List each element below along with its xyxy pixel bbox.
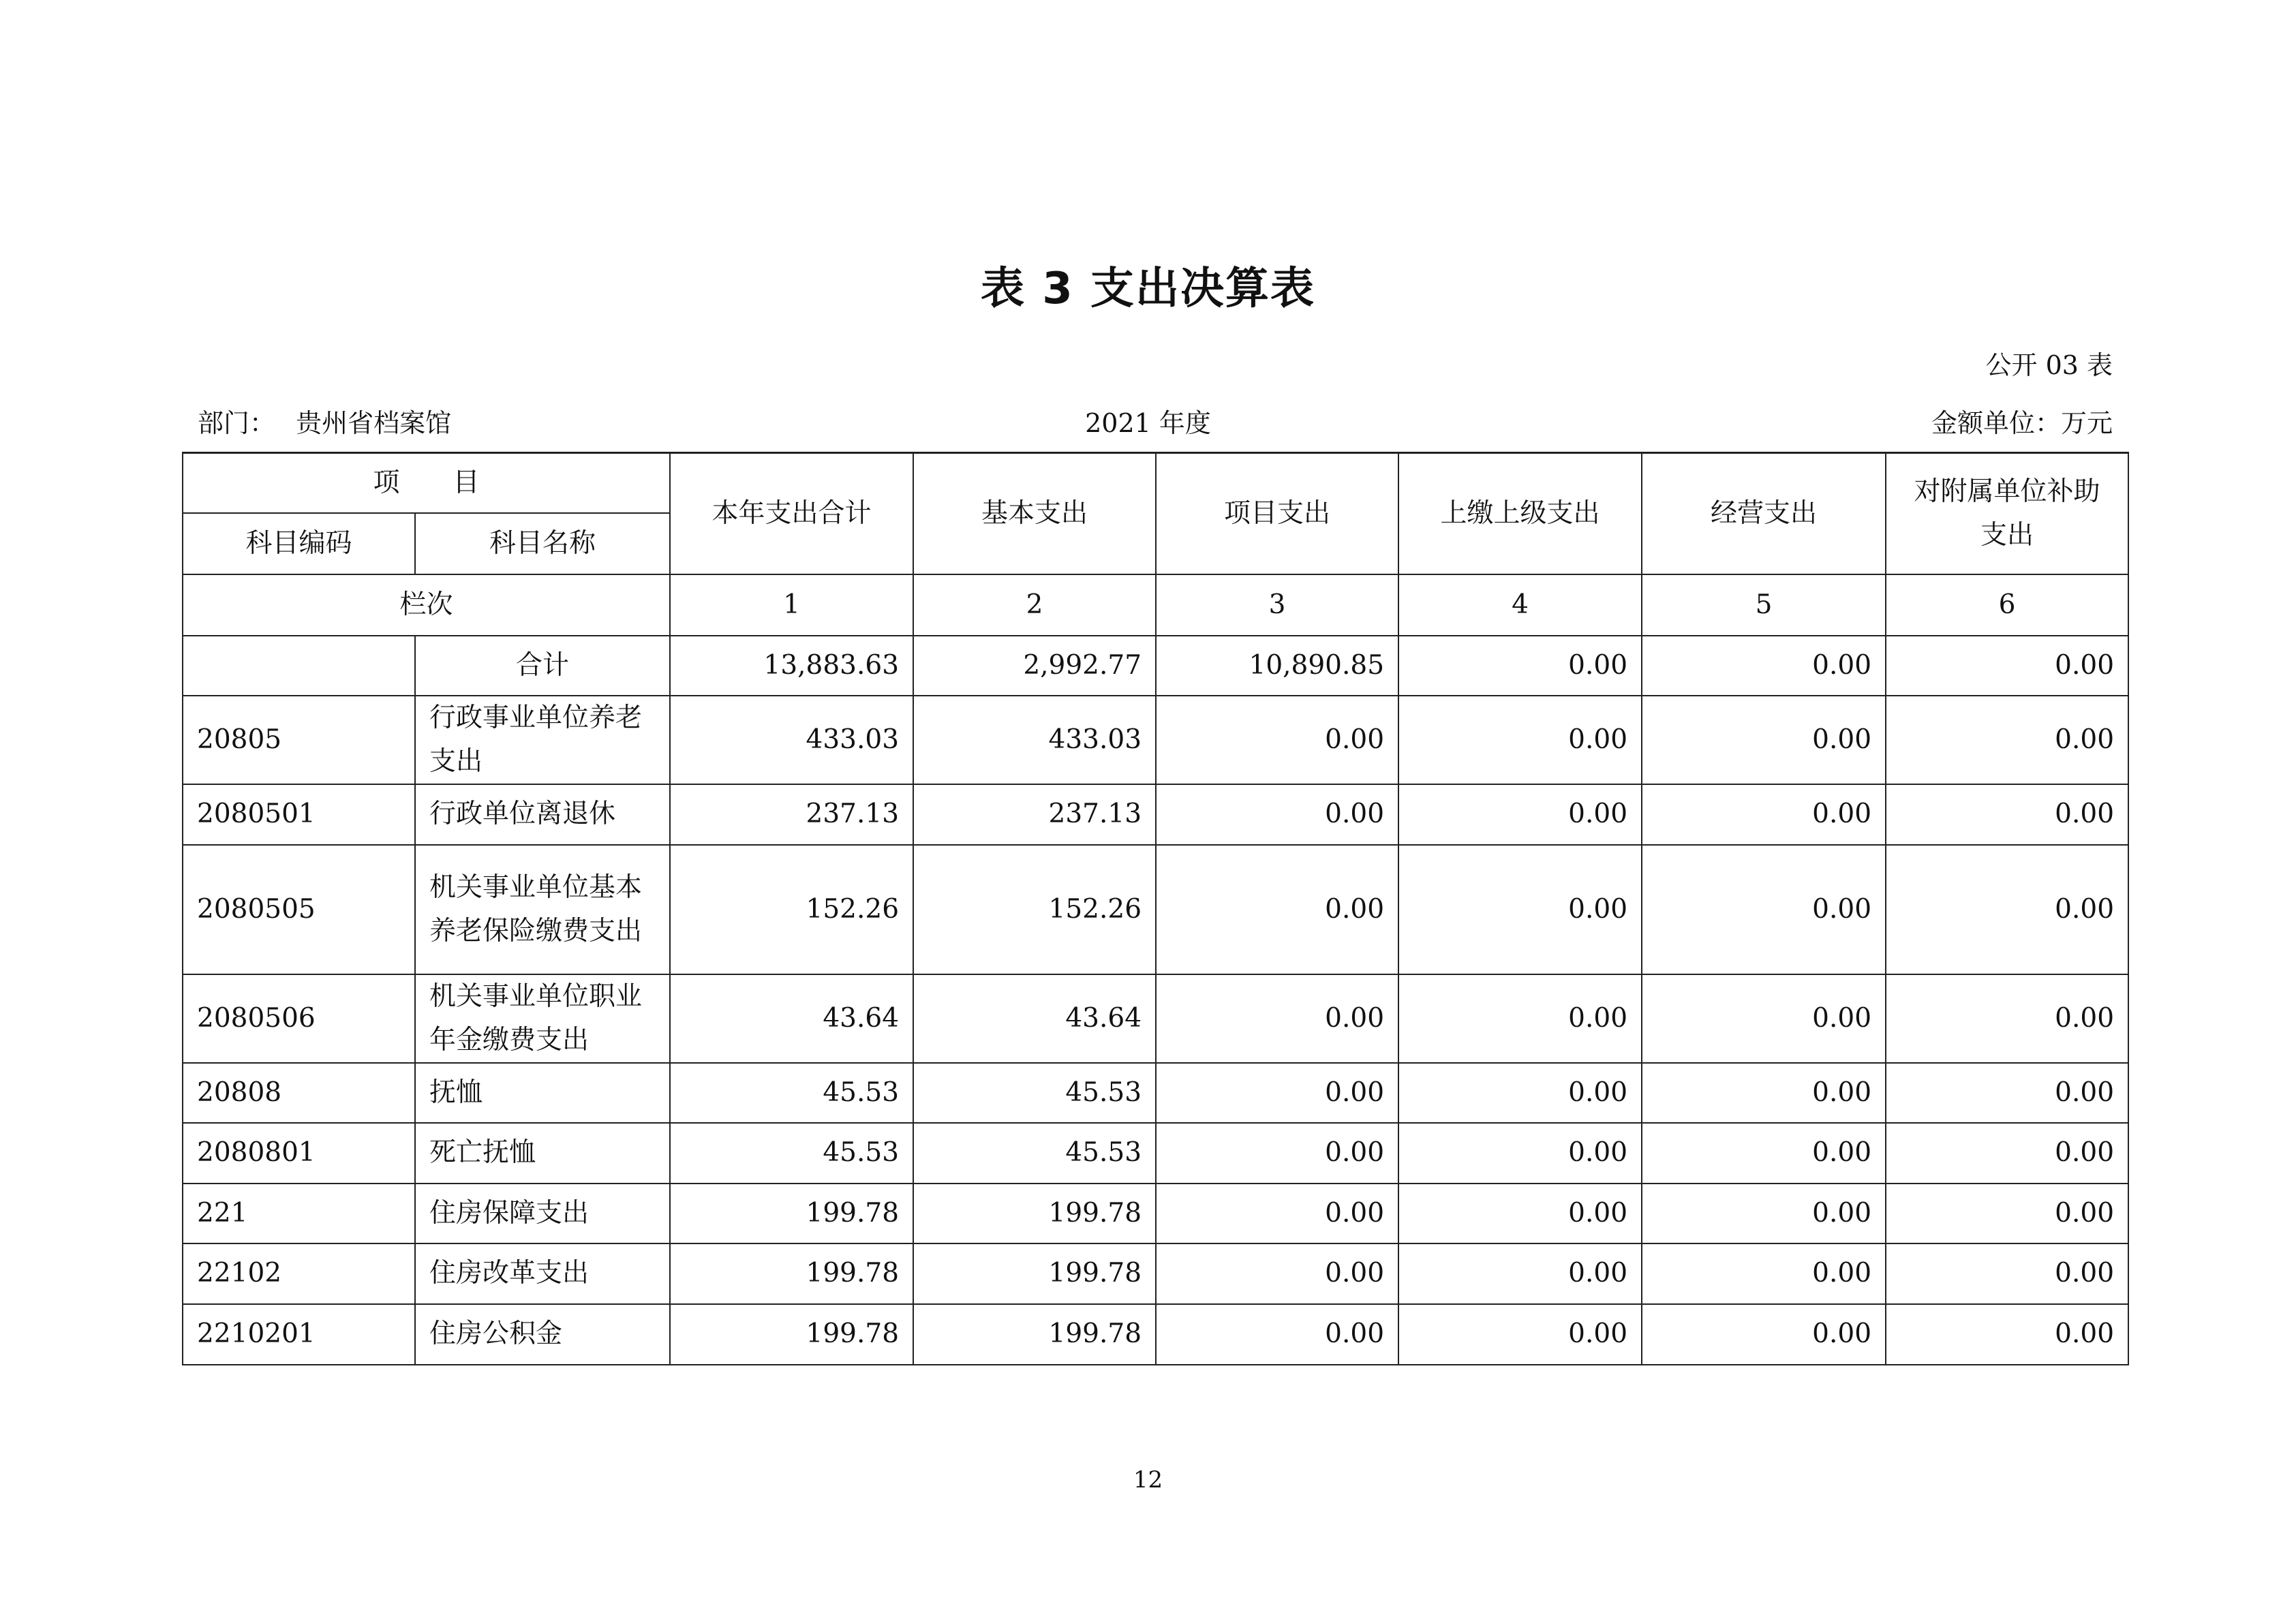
row-project: 0.00 — [1156, 1063, 1398, 1123]
row-code: 221 — [183, 1184, 415, 1243]
col-number: 3 — [1156, 574, 1398, 636]
header-subsidy: 对附属单位补助支出 — [1886, 453, 2128, 574]
row-name: 住房保障支出 — [415, 1184, 670, 1243]
row-project: 0.00 — [1156, 1184, 1398, 1243]
col-number: 2 — [913, 574, 1156, 636]
row-remit: 0.00 — [1398, 974, 1642, 1063]
header-name: 科目名称 — [415, 513, 670, 574]
page-number: 12 — [1133, 1466, 1163, 1494]
row-basic: 433.03 — [913, 696, 1156, 784]
row-subsidy: 0.00 — [1886, 1184, 2128, 1243]
row-project: 0.00 — [1156, 1304, 1398, 1365]
row-subsidy: 0.00 — [1886, 1243, 2128, 1304]
header-operating: 经营支出 — [1642, 453, 1886, 574]
page-title: 表 3 支出决算表 — [980, 264, 1316, 314]
row-total: 433.03 — [670, 696, 913, 784]
department-name: 贵州省档案馆 — [296, 408, 452, 438]
row-subsidy: 0.00 — [1886, 974, 2128, 1063]
row-name: 住房改革支出 — [415, 1243, 670, 1304]
table-row — [183, 845, 2128, 974]
row-code: 2080505 — [183, 845, 415, 974]
col-number: 1 — [670, 574, 913, 636]
row-operating: 0.00 — [1642, 1063, 1886, 1123]
row-operating: 0.00 — [1642, 1123, 1886, 1184]
table-row — [183, 696, 2128, 784]
col-number: 6 — [1886, 574, 2128, 636]
row-subsidy: 0.00 — [1886, 1304, 2128, 1365]
row-total: 45.53 — [670, 1063, 913, 1123]
row-total: 45.53 — [670, 1123, 913, 1184]
header-project: 项 目 — [183, 453, 670, 513]
row-name: 行政事业单位养老支出 — [415, 696, 670, 784]
row-subsidy: 0.00 — [1886, 696, 2128, 784]
row-remit: 0.00 — [1398, 845, 1642, 974]
form-number: 公开 03 表 — [1985, 350, 2113, 380]
row-basic: 152.26 — [913, 845, 1156, 974]
fiscal-year: 2021 年度 — [1085, 408, 1211, 438]
department-label: 部门： — [198, 408, 276, 438]
row-remit: 0.00 — [1398, 696, 1642, 784]
row-total: 152.26 — [670, 845, 913, 974]
amount-unit: 金额单位：万元 — [1931, 408, 2113, 438]
header-total: 本年支出合计 — [670, 453, 913, 574]
table-row — [183, 1304, 2128, 1365]
table-row — [183, 1063, 2128, 1123]
row-operating: 0.00 — [1642, 1304, 1886, 1365]
row-name: 死亡抚恤 — [415, 1123, 670, 1184]
row-subsidy: 0.00 — [1886, 784, 2128, 845]
row-code: 20805 — [183, 696, 415, 784]
row-basic: 199.78 — [913, 1304, 1156, 1365]
row-operating: 0.00 — [1642, 696, 1886, 784]
row-code: 20808 — [183, 1063, 415, 1123]
col-number: 5 — [1642, 574, 1886, 636]
row-subsidy: 0.00 — [1886, 845, 2128, 974]
row-remit: 0.00 — [1398, 1123, 1642, 1184]
row-remit: 0.00 — [1398, 1243, 1642, 1304]
row-project: 0.00 — [1156, 784, 1398, 845]
header-lanci: 栏次 — [183, 574, 670, 636]
row-name: 抚恤 — [415, 1063, 670, 1123]
row-operating: 0.00 — [1642, 1184, 1886, 1243]
row-remit: 0.00 — [1398, 1063, 1642, 1123]
row-basic: 2,992.77 — [913, 636, 1156, 696]
row-project: 0.00 — [1156, 845, 1398, 974]
row-project: 0.00 — [1156, 1243, 1398, 1304]
row-total: 199.78 — [670, 1184, 913, 1243]
row-total: 13,883.63 — [670, 636, 913, 696]
header-remit: 上缴上级支出 — [1398, 453, 1642, 574]
row-name: 机关事业单位职业年金缴费支出 — [415, 974, 670, 1063]
row-basic: 199.78 — [913, 1184, 1156, 1243]
row-project: 0.00 — [1156, 696, 1398, 784]
row-total: 237.13 — [670, 784, 913, 845]
row-remit: 0.00 — [1398, 636, 1642, 696]
row-subsidy: 0.00 — [1886, 636, 2128, 696]
table-row — [183, 1243, 2128, 1304]
row-total: 199.78 — [670, 1304, 913, 1365]
row-remit: 0.00 — [1398, 784, 1642, 845]
row-project: 10,890.85 — [1156, 636, 1398, 696]
header-basic: 基本支出 — [913, 453, 1156, 574]
row-basic: 45.53 — [913, 1063, 1156, 1123]
row-basic: 199.78 — [913, 1243, 1156, 1304]
row-subsidy: 0.00 — [1886, 1123, 2128, 1184]
row-project: 0.00 — [1156, 974, 1398, 1063]
row-subsidy: 0.00 — [1886, 1063, 2128, 1123]
row-project: 0.00 — [1156, 1123, 1398, 1184]
row-code: 2210201 — [183, 1304, 415, 1365]
header-code: 科目编码 — [183, 513, 415, 574]
header-project-exp: 项目支出 — [1156, 453, 1398, 574]
table-row — [183, 1184, 2128, 1243]
row-name: 行政单位离退休 — [415, 784, 670, 845]
row-remit: 0.00 — [1398, 1304, 1642, 1365]
row-name: 合计 — [415, 636, 670, 696]
row-code — [183, 636, 415, 696]
table-row — [183, 1123, 2128, 1184]
table-row — [183, 974, 2128, 1063]
row-basic: 43.64 — [913, 974, 1156, 1063]
table-row — [183, 636, 2128, 696]
col-number: 4 — [1398, 574, 1642, 636]
row-code: 2080501 — [183, 784, 415, 845]
row-basic: 45.53 — [913, 1123, 1156, 1184]
row-total: 43.64 — [670, 974, 913, 1063]
row-code: 22102 — [183, 1243, 415, 1304]
row-operating: 0.00 — [1642, 845, 1886, 974]
row-code: 2080506 — [183, 974, 415, 1063]
row-basic: 237.13 — [913, 784, 1156, 845]
row-name: 住房公积金 — [415, 1304, 670, 1365]
row-code: 2080801 — [183, 1123, 415, 1184]
expenditure-table — [182, 452, 2129, 1365]
row-remit: 0.00 — [1398, 1184, 1642, 1243]
row-operating: 0.00 — [1642, 636, 1886, 696]
row-operating: 0.00 — [1642, 974, 1886, 1063]
row-operating: 0.00 — [1642, 1243, 1886, 1304]
row-total: 199.78 — [670, 1243, 913, 1304]
row-name: 机关事业单位基本养老保险缴费支出 — [415, 845, 670, 974]
table-row — [183, 784, 2128, 845]
row-operating: 0.00 — [1642, 784, 1886, 845]
